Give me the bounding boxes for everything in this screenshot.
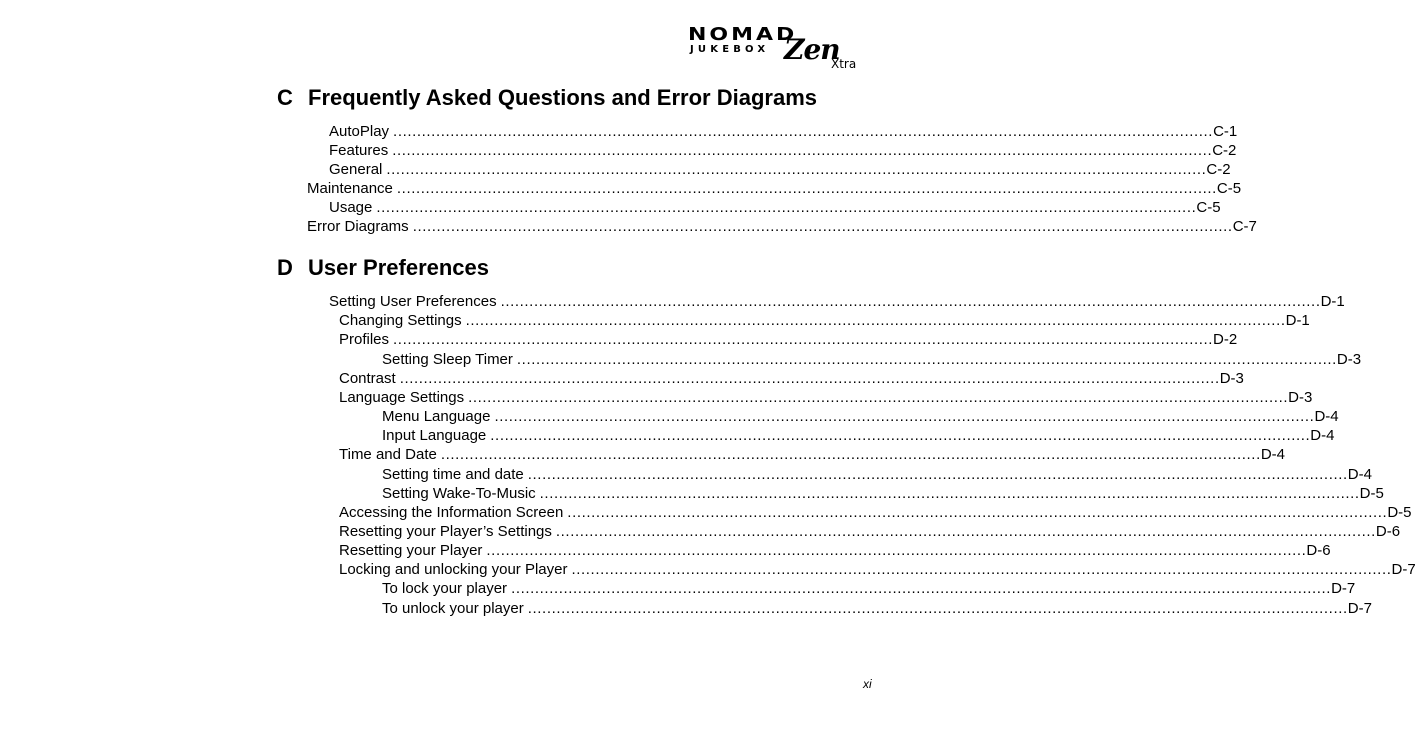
dot-leader: ............................................................................................................................................................................	[392, 142, 1213, 159]
dot-leader: ............................................................................................................................................................................	[440, 446, 1261, 463]
toc-entry-title: Setting Wake-To-Music	[382, 485, 536, 502]
toc-entry[interactable]	[339, 330, 1238, 349]
dot-leader: ............................................................................................................................................................................	[486, 542, 1307, 559]
toc-entry-page: D-3	[1288, 389, 1313, 406]
toc-entry-title: Error Diagrams	[307, 218, 409, 235]
toc-entry-title: Profiles	[339, 331, 390, 348]
dot-leader: ............................................................................................................................................................................	[465, 312, 1286, 329]
toc-entry[interactable]	[307, 217, 1257, 236]
toc-entry-page: C-2	[1212, 142, 1237, 159]
toc-entry-title: Changing Settings	[339, 312, 462, 329]
dot-leader: ............................................................................................................................................................................	[571, 561, 1392, 578]
toc-entry-page: C-2	[1206, 161, 1231, 178]
toc-entry-page: D-5	[1359, 485, 1384, 502]
toc-entry-title: Setting Sleep Timer	[382, 351, 513, 368]
page-number: xi	[863, 677, 872, 691]
toc-entry[interactable]	[329, 292, 1345, 311]
section-heading-c	[277, 85, 817, 111]
dot-leader: ............................................................................................................................................................................	[393, 331, 1214, 348]
toc-entry-page: D-6	[1306, 542, 1331, 559]
toc-entry-page: D-1	[1320, 293, 1345, 310]
section-title: User Preferences	[308, 255, 490, 280]
toc-entry-title: Input Language	[382, 427, 487, 444]
logo-nomad-text: NOMAD	[688, 24, 798, 45]
toc-entry[interactable]	[382, 465, 1372, 484]
toc-entry-title: Accessing the Information Screen	[339, 504, 564, 521]
dot-leader: ............................................................................................................................................................................	[567, 504, 1388, 521]
dot-leader: ............................................................................................................................................................................	[494, 408, 1315, 425]
toc-entry[interactable]	[339, 388, 1313, 407]
toc-entry-page: D-4	[1314, 408, 1339, 425]
toc-entry-page: D-7	[1391, 561, 1416, 578]
toc-entry[interactable]	[339, 560, 1416, 579]
dot-leader: ............................................................................................................................................................................	[468, 389, 1289, 406]
toc-entry-page: C-5	[1196, 199, 1221, 216]
toc-entry-title: Menu Language	[382, 408, 491, 425]
dot-leader: ............................................................................................................................................................................	[396, 180, 1217, 197]
toc-entry[interactable]	[329, 198, 1221, 217]
toc-entry[interactable]	[339, 522, 1401, 541]
dot-leader: ............................................................................................................................................................................	[376, 199, 1197, 216]
toc-entry-title: General	[329, 161, 383, 178]
toc-entry-page: D-3	[1219, 370, 1244, 387]
toc-entry-title: Usage	[329, 199, 373, 216]
dot-leader: ............................................................................................................................................................................	[399, 370, 1220, 387]
toc-entry[interactable]	[339, 369, 1244, 388]
dot-leader: ............................................................................................................................................................................	[490, 427, 1311, 444]
logo-jukebox-text: JUKEBOX	[690, 44, 770, 55]
toc-entry-page: D-7	[1331, 580, 1356, 597]
section-letter: C	[277, 85, 293, 110]
toc-entry[interactable]	[339, 503, 1412, 522]
toc-entry[interactable]	[382, 579, 1356, 598]
toc-entry-title: To unlock your player	[382, 600, 524, 617]
product-logo	[688, 26, 868, 74]
dot-leader: ............................................................................................................................................................................	[393, 123, 1214, 140]
dot-leader: ............................................................................................................................................................................	[527, 600, 1348, 617]
toc-entry-page: D-1	[1285, 312, 1310, 329]
toc-entry-page: D-2	[1213, 331, 1238, 348]
toc-entry[interactable]	[329, 160, 1231, 179]
toc-entry[interactable]	[382, 484, 1384, 503]
dot-leader: ............................................................................................................................................................................	[527, 466, 1348, 483]
dot-leader: ............................................................................................................................................................................	[412, 218, 1233, 235]
toc-entry[interactable]	[329, 141, 1237, 160]
toc-entry-title: Locking and unlocking your Player	[339, 561, 568, 578]
toc-entry-title: Resetting your Player’s Settings	[339, 523, 552, 540]
toc-entry-page: D-4	[1310, 427, 1335, 444]
toc-entry[interactable]	[307, 179, 1242, 198]
dot-leader: ............................................................................................................................................................................	[500, 293, 1321, 310]
toc-entry-title: Contrast	[339, 370, 396, 387]
toc-entry-page: D-4	[1260, 446, 1286, 463]
toc-entry-page: D-6	[1375, 523, 1401, 540]
toc-entry-title: Time and Date	[339, 446, 437, 463]
toc-entry[interactable]	[382, 426, 1335, 445]
toc-entry-title: Resetting your Player	[339, 542, 483, 559]
toc-entry-title: Language Settings	[339, 389, 465, 406]
toc-entry-page: D-7	[1347, 600, 1372, 617]
toc-entry[interactable]	[382, 599, 1372, 618]
section-title: Frequently Asked Questions and Error Diagrams	[308, 85, 817, 110]
toc-entry[interactable]	[382, 350, 1362, 369]
toc-entry[interactable]	[339, 445, 1286, 464]
toc-entry-title: Features	[329, 142, 389, 159]
toc-entry-page: C-1	[1213, 123, 1238, 140]
toc-entry[interactable]	[329, 122, 1238, 141]
toc-entry[interactable]	[339, 311, 1310, 330]
dot-leader: ............................................................................................................................................................................	[539, 485, 1360, 502]
toc-entry[interactable]	[382, 407, 1339, 426]
toc-entry-page: D-4	[1347, 466, 1372, 483]
toc-entry-title: AutoPlay	[329, 123, 390, 140]
logo-xtra-text: Xtra	[831, 57, 857, 71]
toc-entry-page: D-3	[1336, 351, 1362, 368]
toc-entry-page: D-5	[1387, 504, 1412, 521]
toc-entry-page: C-5	[1216, 180, 1242, 197]
toc-entry-title: To lock your player	[382, 580, 508, 597]
section-letter: D	[277, 255, 293, 280]
section-heading-d	[277, 255, 489, 281]
toc-entry-title: Setting time and date	[382, 466, 524, 483]
dot-leader: ............................................................................................................................................................................	[386, 161, 1207, 178]
toc-entry-title: Maintenance	[307, 180, 393, 197]
dot-leader: ............................................................................................................................................................................	[511, 580, 1332, 597]
logo-zen-text: Zen	[784, 33, 840, 66]
dot-leader: ............................................................................................................................................................................	[555, 523, 1376, 540]
toc-entry-page: C-7	[1232, 218, 1257, 235]
toc-entry[interactable]	[339, 541, 1331, 560]
toc-entry-title: Setting User Preferences	[329, 293, 497, 310]
dot-leader: ............................................................................................................................................................................	[516, 351, 1337, 368]
